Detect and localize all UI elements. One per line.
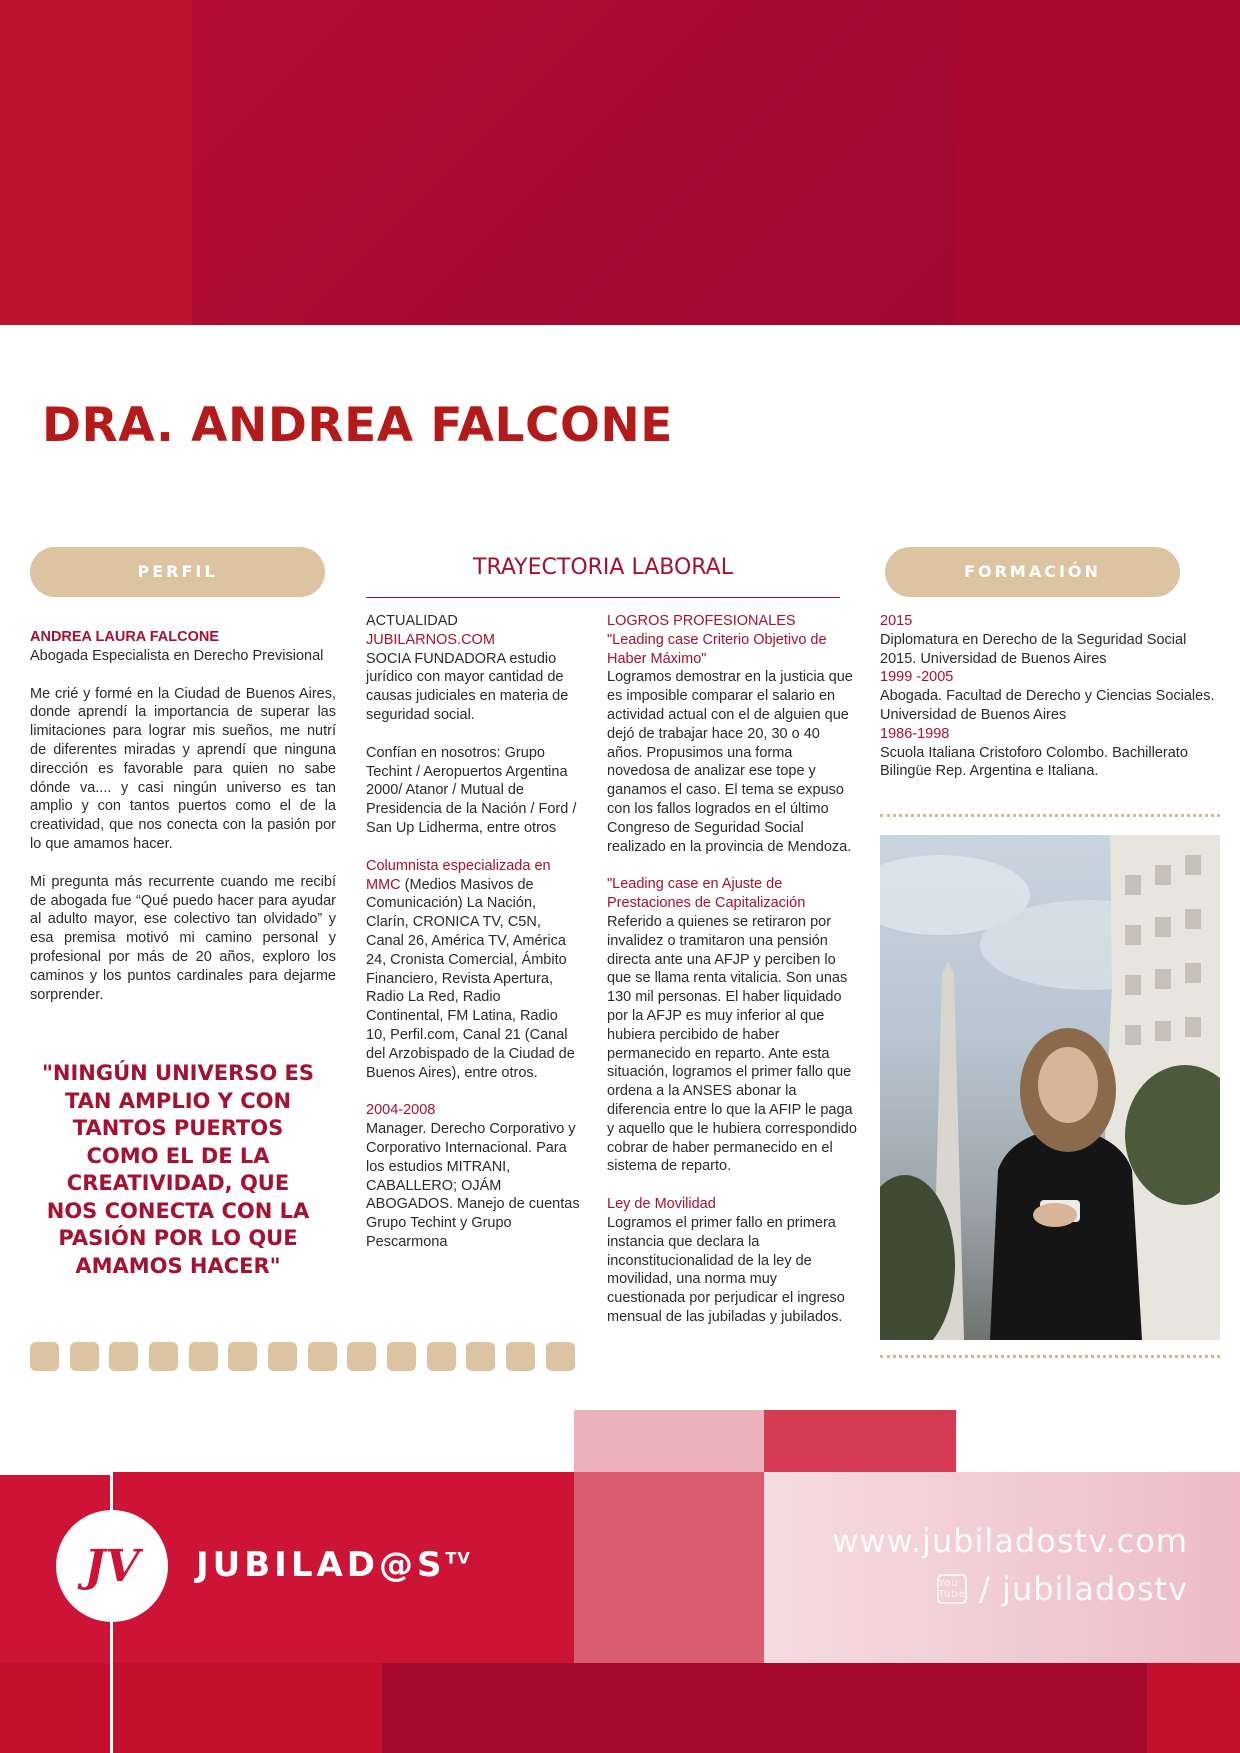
trayectoria-underline <box>366 597 840 598</box>
square-12 <box>466 1342 495 1371</box>
square-10 <box>387 1342 416 1371</box>
actualidad-label: ACTUALIDAD <box>366 613 458 629</box>
youtube-handle[interactable] <box>937 1570 1188 1608</box>
square-2 <box>70 1342 99 1371</box>
footer-block-light <box>764 1472 1240 1663</box>
formacion-year-1: 2015 <box>880 613 913 629</box>
perfil-pill: PERFIL <box>30 547 325 597</box>
perfil-full-name: ANDREA LAURA FALCONE <box>30 629 220 645</box>
youtube-icon: You Tube <box>937 1574 967 1604</box>
jtv-logo-icon: JV <box>84 1540 140 1592</box>
perfil-subtitle: Abogada Especialista en Derecho Previsional <box>30 647 324 664</box>
footer-block-pink <box>574 1410 764 1472</box>
case2-title: "Leading case en Ajuste de Prestaciones de Capitalización <box>607 876 806 912</box>
square-8 <box>308 1342 337 1371</box>
trayectoria-column <box>366 612 580 1252</box>
clientes-text: Confían en nosotros: Grupo Techint / Aeropuertos Argentina 2000/ Atanor / Mutual de Presidencia de la Nación / Ford / San Up Lidherma, entre otros <box>366 744 577 836</box>
square-14 <box>546 1342 575 1371</box>
logros-label: LOGROS PROFESIONALES <box>607 613 796 629</box>
brand-superscript: TV <box>445 1548 471 1568</box>
square-13 <box>506 1342 535 1371</box>
brand-text: JUBILAD@S <box>196 1545 446 1585</box>
formacion-column <box>880 612 1225 781</box>
dotted-divider-bottom <box>880 1355 1220 1358</box>
formacion-year-3: 1986-1998 <box>880 725 950 742</box>
header-block-center <box>192 0 955 325</box>
manager-text: Manager. Derecho Corporativo y Corporativo Internacional. Para los estudios MITRANI, CABALLERO; OJÁM ABOGADOS. Manejo de cuentas Grupo Techint y Grupo Pescarmona <box>366 1121 580 1250</box>
header-block-left <box>0 0 192 325</box>
case3-text: Logramos el primer fallo en primera instancia que declara la inconstitucionalidad de la ley de movilidad, una norma muy cuestionada por perjudicar el ingreso mensual de las jubiladas y jubilados. <box>607 1214 845 1325</box>
square-7 <box>268 1342 297 1371</box>
handle-text: / jubiladostv <box>979 1570 1188 1608</box>
perfil-paragraph-2: Mi pregunta más recurrente cuando me recibí de abogada fue “Qué puedo hacer para ayudar al adulto mayor, ese colectivo tan olvidado” y esa premisa motivó mi camino personal y profesional por más de 20 años, exploro los caminos y los puntos cardinales para dejarme sorprender. <box>30 873 336 1003</box>
square-1 <box>30 1342 59 1371</box>
formacion-text-1: Diplomatura en Derecho de la Seguridad Social 2015. Universidad de Buenos Aires <box>880 631 1187 667</box>
footer-block-coral <box>574 1472 764 1663</box>
footer-horizontal-line <box>0 1472 112 1475</box>
square-3 <box>109 1342 138 1371</box>
header-banner <box>0 0 1240 325</box>
portrait-illustration <box>880 835 1220 1340</box>
dotted-divider-top <box>880 814 1220 817</box>
case1-title: "Leading case Criterio Objetivo de Haber Máximo" <box>607 631 827 667</box>
portrait-photo <box>880 835 1220 1340</box>
formacion-text-3: Scuola Italiana Cristoforo Colombo. Bachillerato Bilingüe Rep. Argentina e Italiana. <box>880 744 1188 780</box>
columnista-label: Columnista especializada en MMC <box>366 857 551 893</box>
page-title: DRA. ANDREA FALCONE <box>42 398 673 453</box>
square-5 <box>189 1342 218 1371</box>
perfil-paragraph-1: Me crié y formé en la Ciudad de Buenos Aires, donde aprendí la importancia de superar las limitaciones para lograr mis sueños, me nutrí de diferentes miradas y aprendí que ninguna dirección es favorable para quien no sabe dónde va.... y casi ningún universo es tan amplio y con tantos puertos como el de la creatividad, que nos conecta con la pasión por lo que amamos hacer. <box>30 685 336 852</box>
formacion-pill: FORMACIÓN <box>885 547 1180 597</box>
perfil-quote: "NINGÚN UNIVERSO ES TAN AMPLIO Y CON TANTOS PUERTOS COMO EL DE LA CREATIVIDAD, QUE NOS CONECTA CON LA PASIÓN POR LO QUE AMAMOS HACER" <box>41 1061 315 1278</box>
years-2004-2008: 2004-2008 <box>366 1102 436 1119</box>
case3-title: Ley de Movilidad <box>607 1196 716 1213</box>
brand-name <box>196 1545 471 1585</box>
square-4 <box>149 1342 178 1371</box>
socia-fundadora-text: SOCIA FUNDADORA estudio jurídico con mayor cantidad de causas judiciales en materia de seguridad social. <box>366 650 569 723</box>
footer-block-bottom-right <box>1147 1663 1240 1753</box>
trayectoria-title: TRAYECTORIA LABORAL <box>473 555 733 580</box>
case1-text: Logramos demostrar en la justicia que es imposible comparar el salario en actividad actual con el de alguien que dejó de trabajar hace 20, 30 o 40 años. Propusimos una forma novedosa de analizar ese tope y ganamos el caso. El tema se expuso con los fallos logrados en el último Congreso de Seguridad Social realizado en la provincia de Mendoza. <box>607 669 853 855</box>
case2-text: Referido a quienes se retiraron por invalidez o tramitaron una pensión directa ante una AFJP y perciben lo que se llama renta vitalicia. Son unas 130 mil personas. El haber liquidado por la AFJP es muy inferior al que hubiera percibido de haber permanecido en reparto. Ante esta situación, logramos el primer fallo que ordena a la ANSES abonar la diferencia entre lo que la AFIP le paga y aquello que le hubiera correspondido cobrar de haber permanecido en el sistema de reparto. <box>607 913 857 1175</box>
formacion-year-2: 1999 -2005 <box>880 669 954 686</box>
perfil-column <box>30 628 336 1004</box>
jubilarnos-label: JUBILARNOS.COM <box>366 631 495 648</box>
website-url[interactable]: www.jubiladostv.com <box>832 1522 1188 1560</box>
square-11 <box>427 1342 456 1371</box>
footer-band <box>0 1472 1240 1753</box>
footer-block-bottom-left <box>0 1663 382 1753</box>
logros-column <box>607 612 857 1327</box>
header-block-right <box>955 0 1240 325</box>
columnista-text: (Medios Masivos de Comunicación) La Nación, Clarín, CRONICA TV, C5N, Canal 26, América TV, América 24, Cronista Comercial, Ámbito Financiero, Revista Apertura, Radio La Red, Radio Continental, FM Latina, Radio 10, Perfil.com, Canal 21 (Canal del Arzobispado de la Ciudad de Buenos Aires), entre otros. <box>366 876 575 1081</box>
square-9 <box>347 1342 376 1371</box>
square-6 <box>228 1342 257 1371</box>
footer-block-rose <box>764 1410 956 1472</box>
columnista-block <box>366 857 580 1083</box>
footer-top-band <box>0 1410 1240 1472</box>
footer-block-bottom-center <box>382 1663 1147 1753</box>
formacion-text-2: Abogada. Facultad de Derecho y Ciencias Sociales. Universidad de Buenos Aires <box>880 688 1215 723</box>
jtv-logo <box>56 1510 168 1622</box>
